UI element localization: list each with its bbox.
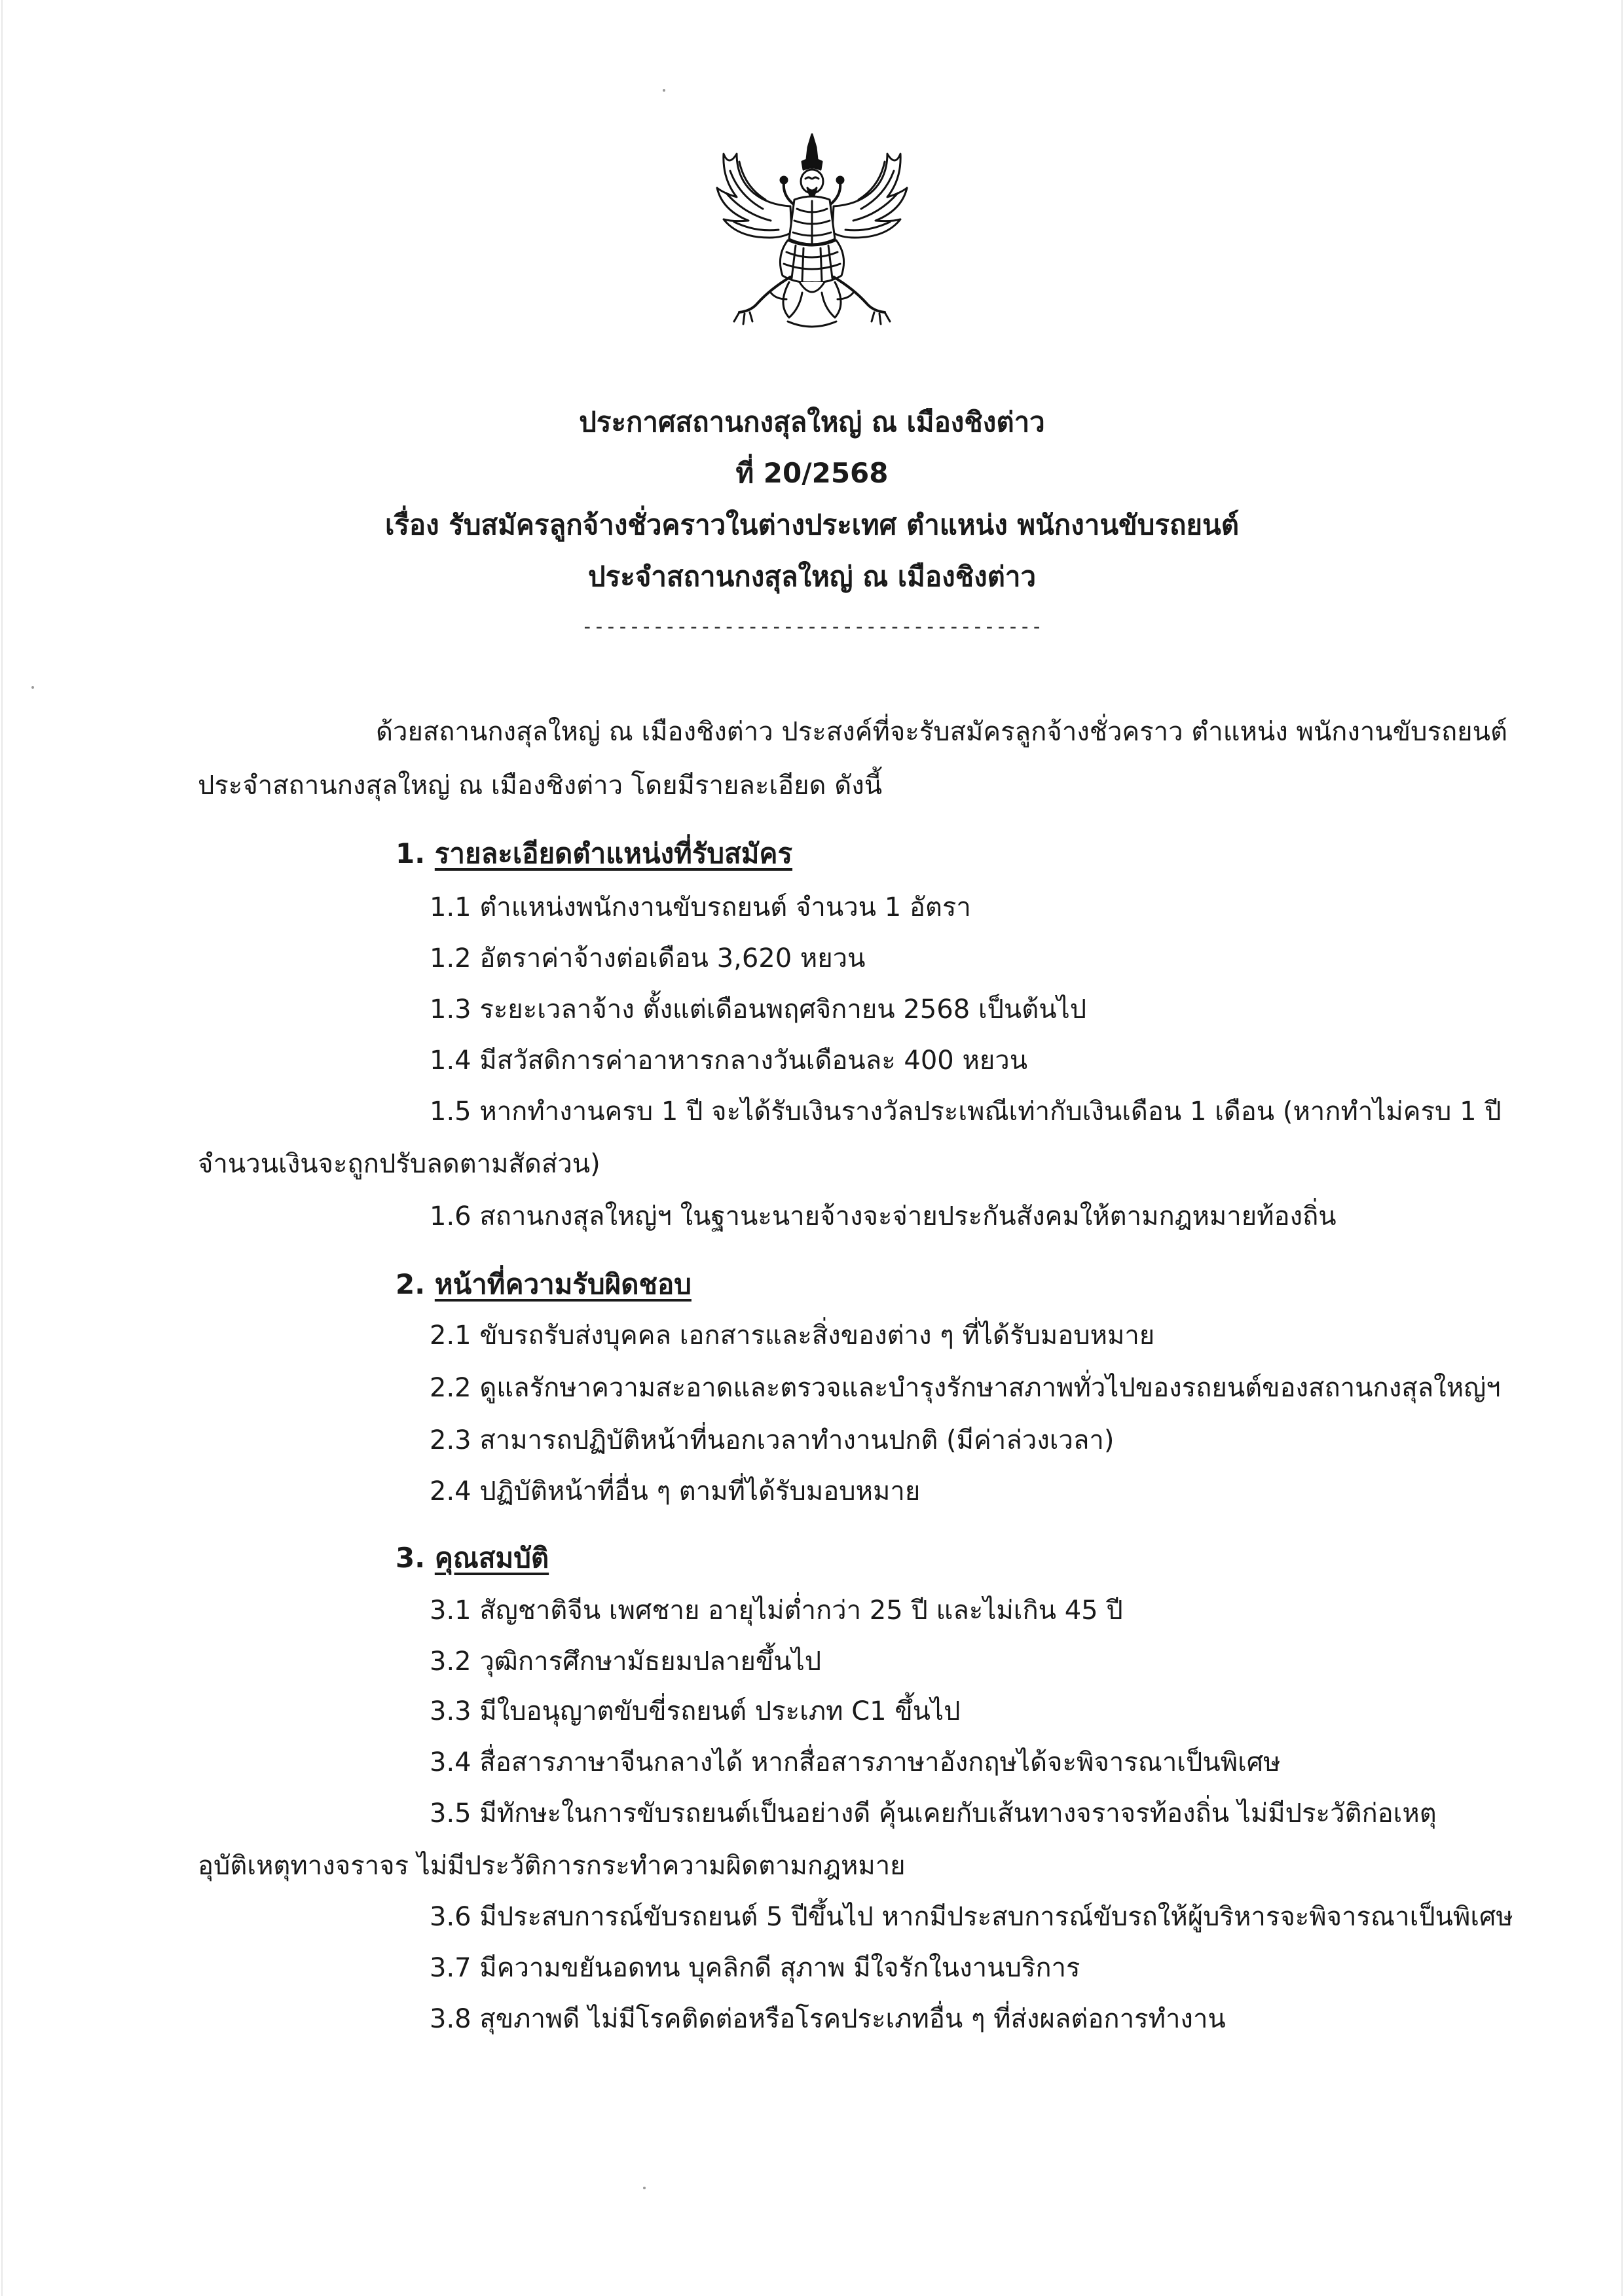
section-2-number: 2.	[396, 1268, 426, 1300]
scan-speck	[31, 686, 34, 689]
list-item: 1.6 สถานกงสุลใหญ่ฯ ในฐานะนายจ้างจะจ่ายประกันสังคมให้ตามกฎหมายท้องถิ่น	[430, 1201, 1337, 1231]
scan-edge-right	[1621, 0, 1623, 2296]
list-item: 2.2 ดูแลรักษาความสะอาดและตรวจและบำรุงรักษาสภาพทั่วไปของรถยนต์ของสถานกงสุลใหญ่ฯ	[430, 1373, 1501, 1403]
list-item: 3.8 สุขภาพดี ไม่มีโรคติดต่อหรือโรคประเภทอื่น ๆ ที่ส่งผลต่อการทำงาน	[430, 2004, 1226, 2034]
list-item-continuation: อุบัติเหตุทางจราจร ไม่มีประวัติการกระทำความผิดตามกฎหมาย	[198, 1851, 906, 1881]
list-item: 2.3 สามารถปฏิบัติหน้าที่นอกเวลาทำงานปกติ (มีค่าล่วงเวลา)	[430, 1425, 1115, 1455]
section-1-title: รายละเอียดตำแหน่งที่รับสมัคร	[434, 837, 793, 869]
section-1-heading	[396, 835, 792, 872]
section-3-title: คุณสมบัติ	[434, 1542, 549, 1574]
list-item-continuation: จำนวนเงินจะถูกปรับลดตามสัดส่วน)	[198, 1149, 600, 1179]
section-3-heading	[396, 1540, 549, 1576]
list-item: 2.4 ปฏิบัติหน้าที่อื่น ๆ ตามที่ได้รับมอบหมาย	[430, 1476, 921, 1506]
list-item: 3.4 สื่อสารภาษาจีนกลางได้ หากสื่อสารภาษาอังกฤษได้จะพิจารณาเป็นพิเศษ	[430, 1747, 1281, 1777]
announcement-subject: เรื่อง รับสมัครลูกจ้างชั่วคราวในต่างประเทศ ตำแหน่ง พนักงานขับรถยนต์	[385, 509, 1239, 541]
section-1-number: 1.	[396, 837, 426, 869]
list-item: 1.4 มีสวัสดิการค่าอาหารกลางวันเดือนละ 400 หยวน	[430, 1046, 1028, 1076]
announcement-subject-location: ประจำสถานกงสุลใหญ่ ณ เมืองชิงต่าว	[587, 560, 1037, 592]
section-3-number: 3.	[396, 1542, 426, 1574]
garuda-emblem-icon	[710, 128, 913, 344]
list-item: 3.7 มีความขยันอดทน บุคลิกดี สุภาพ มีใจรักในงานบริการ	[430, 1953, 1080, 1983]
list-item: 1.3 ระยะเวลาจ้าง ตั้งแต่เดือนพฤศจิกายน 2568 เป็นต้นไป	[430, 994, 1087, 1025]
list-item: 3.1 สัญชาติจีน เพศชาย อายุไม่ต่ำกว่า 25 ปี และไม่เกิน 45 ปี	[430, 1595, 1123, 1626]
announcement-number: ที่ 20/2568	[735, 457, 889, 489]
announcement-title: ประกาศสถานกงสุลใหญ่ ณ เมืองชิงต่าว	[579, 406, 1045, 438]
section-2-heading	[396, 1266, 692, 1303]
title-divider: ---------------------------------------	[581, 615, 1043, 638]
list-item: 1.5 หากทำงานครบ 1 ปี จะได้รับเงินรางวัลประเพณีเท่ากับเงินเดือน 1 เดือน (หากทำไม่ครบ 1 ปี	[430, 1097, 1502, 1127]
list-item: 3.5 มีทักษะในการขับรถยนต์เป็นอย่างดี คุ้นเคยกับเส้นทางจราจรท้องถิ่น ไม่มีประวัติก่อเหตุ	[430, 1798, 1437, 1829]
scan-edge-left	[1, 0, 3, 2296]
list-item: 2.1 ขับรถรับส่งบุคคล เอกสารและสิ่งของต่าง ๆ ที่ได้รับมอบหมาย	[430, 1321, 1155, 1351]
list-item: 1.2 อัตราค่าจ้างต่อเดือน 3,620 หยวน	[430, 943, 866, 974]
list-item: 1.1 ตำแหน่งพนักงานขับรถยนต์ จำนวน 1 อัตรา	[430, 892, 971, 922]
list-item: 3.6 มีประสบการณ์ขับรถยนต์ 5 ปีขึ้นไป หากมีประสบการณ์ขับรถให้ผู้บริหารจะพิจารณาเป็นพิเศษ	[430, 1902, 1513, 1932]
list-item: 3.2 วุฒิการศึกษามัธยมปลายขึ้นไป	[430, 1647, 822, 1677]
section-2-title: หน้าที่ความรับผิดชอบ	[434, 1268, 692, 1300]
list-item: 3.3 มีใบอนุญาตขับขี่รถยนต์ ประเภท C1 ขึ้นไป	[430, 1696, 961, 1726]
scan-speck	[643, 2187, 646, 2189]
intro-line-2: ประจำสถานกงสุลใหญ่ ณ เมืองชิงต่าว โดยมีรายละเอียด ดังนี้	[198, 771, 883, 801]
scan-speck	[663, 89, 665, 92]
intro-line-1: ด้วยสถานกงสุลใหญ่ ณ เมืองชิงต่าว ประสงค์ที่จะรับสมัครลูกจ้างชั่วคราว ตำแหน่ง พนักงานขับรถยนต์	[376, 717, 1507, 747]
